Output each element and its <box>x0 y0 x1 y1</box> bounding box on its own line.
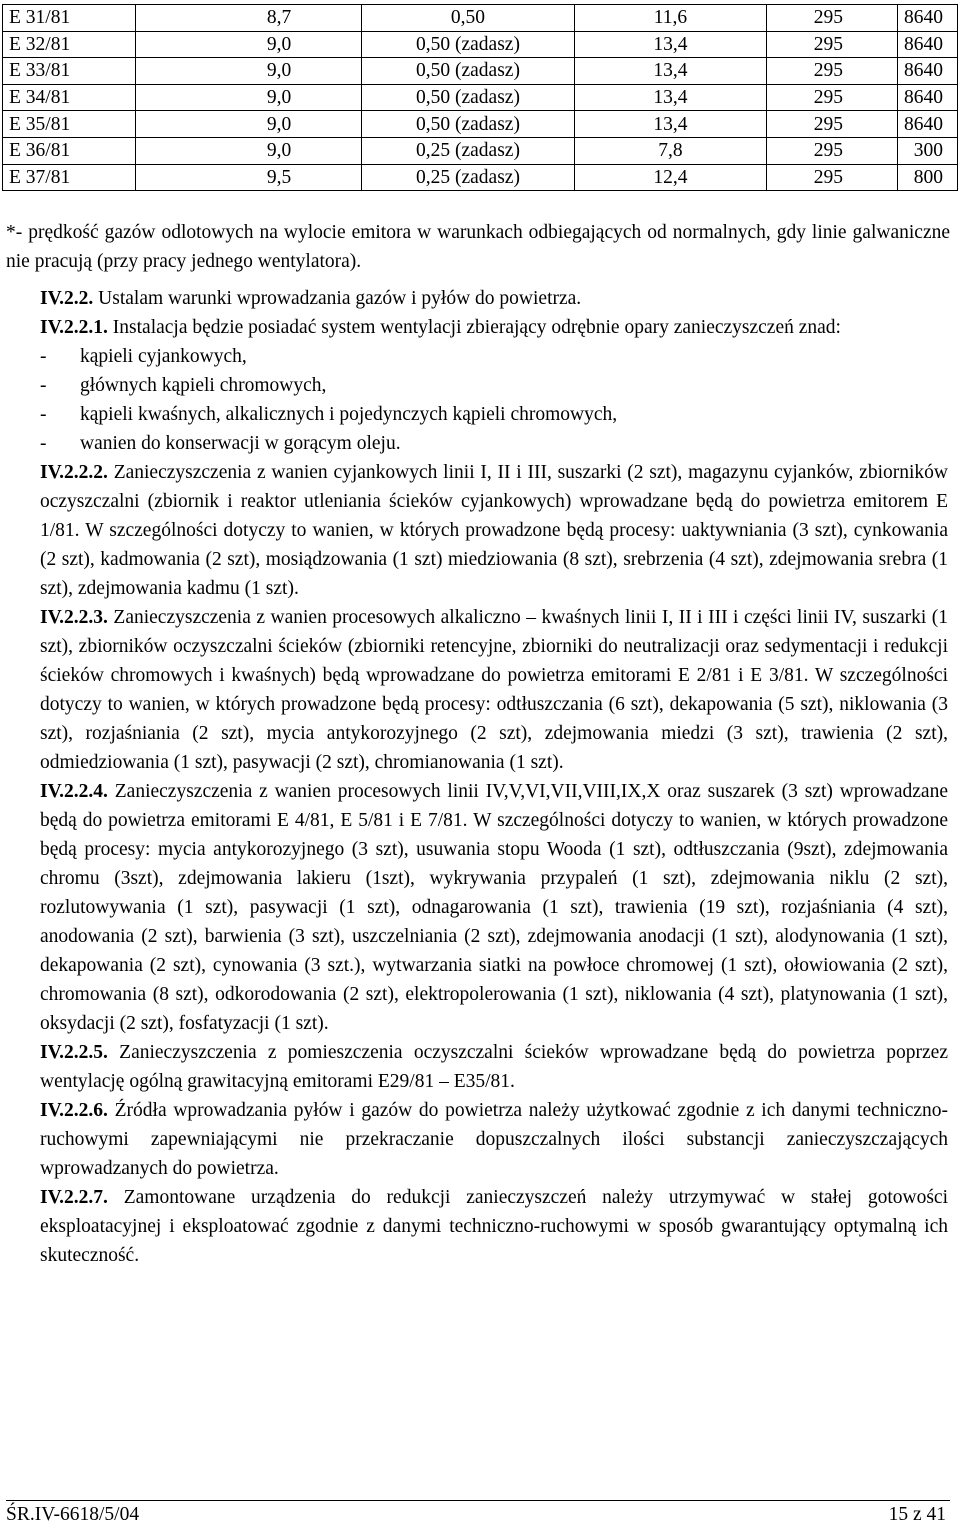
list-item: - głównych kąpieli chromowych, <box>40 375 327 396</box>
table-cell: 0,50 <box>362 5 575 32</box>
list-item: - kąpieli kwaśnych, alkalicznych i pojedynczych kąpieli chromowych, <box>40 404 618 425</box>
table-cell: 9,0 <box>135 31 361 58</box>
table-footnote: *- prędkość gazów odlotowych na wylocie emitora w warunkach odbiegających od normalnych, gdy linie galwaniczne nie pracują (przy pracy jednego wentylatora). <box>6 221 950 272</box>
table-cell: E 31/81 <box>3 5 136 32</box>
list-item-text: kąpieli kwaśnych, alkalicznych i pojedynczych kąpieli chromowych, <box>80 404 618 425</box>
table-cell: E 35/81 <box>3 111 136 138</box>
document-reference: ŚR.IV-6618/5/04 <box>6 1504 140 1525</box>
table-cell: E 33/81 <box>3 58 136 85</box>
table-cell: 13,4 <box>574 31 766 58</box>
table-row <box>3 5 958 32</box>
paragraph-iv-2-2-4 <box>40 777 948 1038</box>
table-cell: 13,4 <box>574 111 766 138</box>
paragraph-text: Instalacja będzie posiadać system wentylacji zbierający odrębnie opary zanieczyszczeń znad: <box>107 317 841 338</box>
table-cell: 295 <box>767 58 898 85</box>
table-cell: E 36/81 <box>3 137 136 164</box>
list-item: - wanien do konserwacji w gorącym oleju. <box>40 433 401 454</box>
paragraph-number: IV.2.2.7. <box>40 1187 108 1208</box>
table-cell: 295 <box>767 31 898 58</box>
table-cell: 0,25 (zadasz) <box>362 137 575 164</box>
footer-divider <box>6 1500 950 1501</box>
list-item-text: wanien do konserwacji w gorącym oleju. <box>80 433 401 454</box>
table-cell: 11,6 <box>574 5 766 32</box>
paragraph-number: IV.2.2.6. <box>40 1100 108 1121</box>
table-cell: 13,4 <box>574 58 766 85</box>
table-cell: 0,50 (zadasz) <box>362 84 575 111</box>
table-cell: 295 <box>767 5 898 32</box>
paragraph-text: Zamontowane urządzenia do redukcji zanieczyszczeń należy utrzymywać w stałej gotowości eksploatacyjnej i eksploatować zgodnie z danymi techniczno-ruchowymi w sposób gwarantujący optymalną ich skuteczność. <box>40 1187 948 1266</box>
table-row <box>3 31 958 58</box>
table-cell: 295 <box>767 84 898 111</box>
table-cell: 0,50 (zadasz) <box>362 58 575 85</box>
table-cell: 295 <box>767 111 898 138</box>
paragraph-text: Zanieczyszczenia z wanien procesowych alkaliczno – kwaśnych linii I, II i III i części linii IV, suszarki (1 szt), zbiorników oczyszczalni ścieków (zbiorniki retencyjne, zbiorniki do neutralizacji oraz sedymentacji i redukcji ścieków chromowych i kwaśnych) będą wprowadzane do powietrza emitorami E 2/81 i E 3/81. W szczególności dotyczy to wanien, w których prowadzone będą procesy: odtłuszczania (6 szt), dekapowania (5 szt), niklowania (3 szt), rozjaśniania (2 szt), mycia antykorozyjnego (2 szt), zdejmowania miedzi (3 szt), trawienia (2 szt), odmiedziowania (1 szt), pasywacji (2 szt), chromianowania (1 szt). <box>40 607 948 773</box>
list-item: - kąpieli cyjankowych, <box>40 346 247 367</box>
page-number: 15 z 41 <box>888 1504 946 1525</box>
paragraph-number: IV.2.2.2. <box>40 462 108 483</box>
list-item-text: głównych kąpieli chromowych, <box>80 375 327 396</box>
paragraph-iv-2-2-7 <box>40 1183 948 1270</box>
main-content <box>40 284 948 1270</box>
table-cell: 295 <box>767 164 898 191</box>
table-cell: 9,0 <box>135 58 361 85</box>
table-cell: 12,4 <box>574 164 766 191</box>
section-number: IV.2.2. <box>40 288 94 309</box>
table-cell: 0,25 (zadasz) <box>362 164 575 191</box>
table-cell: 0,50 (zadasz) <box>362 111 575 138</box>
paragraph-number: IV.2.2.1. <box>40 317 108 338</box>
table-cell: E 37/81 <box>3 164 136 191</box>
paragraph-iv-2-2-1 <box>40 313 948 342</box>
table-cell: 8640 <box>898 84 958 111</box>
table-cell: 9,0 <box>135 84 361 111</box>
table-cell: 9,0 <box>135 111 361 138</box>
bath-list <box>40 342 948 458</box>
paragraph-text: Zanieczyszczenia z wanien procesowych linii IV,V,VI,VII,VIII,IX,X oraz suszarek (3 szt) wprowadzane będą do powietrza emitorami E 4/81, E 5/81 i E 7/81. W szczególności dotyczy to wanien, w których prowadzone będą procesy: mycia antykorozyjnego (3 szt), usuwania stopu Wooda (1 szt), odtłuszczania (9szt), zdejmowania chromu (3szt), zdejmowania lakieru (1szt), wykrywania przypaleń (1 szt), zdejmowania niklu (2 szt), rozlutowywania (1 szt), pasywacji (1 szt), odnagarowania (1 szt), trawienia (19 szt), rozjaśniania (4 szt), anodowania (2 szt), barwienia (3 szt), uszczelniania (2 szt), zdejmowania anodacji (1 szt), alodynowania (1 szt), dekapowania (2 szt), cynowania (3 szt.), wytwarzania siatki na powłoce chromowej (1 szt), ołowiowania (2 szt), chromowania (8 szt), odkorodowania (2 szt), elektropolerowania (1 szt), niklowania (4 szt), platynowania (1 szt), oksydacji (2 szt), fosfatyzacji (1 szt). <box>40 781 948 1034</box>
table-cell: 8640 <box>898 58 958 85</box>
table-row <box>3 111 958 138</box>
table-cell: 300 <box>898 137 958 164</box>
list-item-text: kąpieli cyjankowych, <box>80 346 247 367</box>
table-cell: 8640 <box>898 5 958 32</box>
paragraph-iv-2-2-5 <box>40 1038 948 1096</box>
table-cell: E 34/81 <box>3 84 136 111</box>
section-heading <box>40 284 948 313</box>
paragraph-text: Źródła wprowadzania pyłów i gazów do powietrza należy użytkować zgodnie z ich danymi techniczno-ruchowymi zapewniającymi nie przekraczanie dopuszczalnych ilości substancji zanieczyszczających wprowadzanych do powietrza. <box>40 1100 948 1179</box>
table-cell: 8640 <box>898 111 958 138</box>
table-row <box>3 58 958 85</box>
paragraph-number: IV.2.2.4. <box>40 781 108 802</box>
table-cell: 8,7 <box>135 5 361 32</box>
table-cell: 13,4 <box>574 84 766 111</box>
paragraph-text: Zanieczyszczenia z wanien cyjankowych linii I, II i III, suszarki (2 szt), magazynu cyjanków, zbiorników oczyszczalni (zbiornik i reaktor utleniania ścieków cyjankowych) wprowadzane będą do powietrza emitorem E 1/81. W szczególności dotyczy to wanien, w których prowadzone będą procesy: uaktywniania (3 szt), cynkowania (2 szt), kadmowania (2 szt), mosiądzowania (1 szt) miedziowania (8 szt), srebrzenia (4 szt), zdejmowania srebra (1 szt), zdejmowania kadmu (1 szt). <box>40 462 948 599</box>
paragraph-iv-2-2-6 <box>40 1096 948 1183</box>
table-cell: 9,5 <box>135 164 361 191</box>
paragraph-iv-2-2-2 <box>40 458 948 603</box>
table-cell: 800 <box>898 164 958 191</box>
paragraph-number: IV.2.2.5. <box>40 1042 108 1063</box>
section-title: Ustalam warunki wprowadzania gazów i pyłów do powietrza. <box>93 288 582 309</box>
table-cell: E 32/81 <box>3 31 136 58</box>
paragraph-text: Zanieczyszczenia z pomieszczenia oczyszczalni ścieków wprowadzane będą do powietrza poprzez wentylację ogólną grawitacyjną emitorami E29/81 – E35/81. <box>40 1042 948 1092</box>
table-cell: 7,8 <box>574 137 766 164</box>
paragraph-iv-2-2-3 <box>40 603 948 777</box>
table-cell: 0,50 (zadasz) <box>362 31 575 58</box>
table-cell: 8640 <box>898 31 958 58</box>
table-row <box>3 137 958 164</box>
emitter-table <box>2 4 958 191</box>
table-row <box>3 84 958 111</box>
paragraph-number: IV.2.2.3. <box>40 607 108 628</box>
table-row <box>3 164 958 191</box>
table-cell: 295 <box>767 137 898 164</box>
table-cell: 9,0 <box>135 137 361 164</box>
